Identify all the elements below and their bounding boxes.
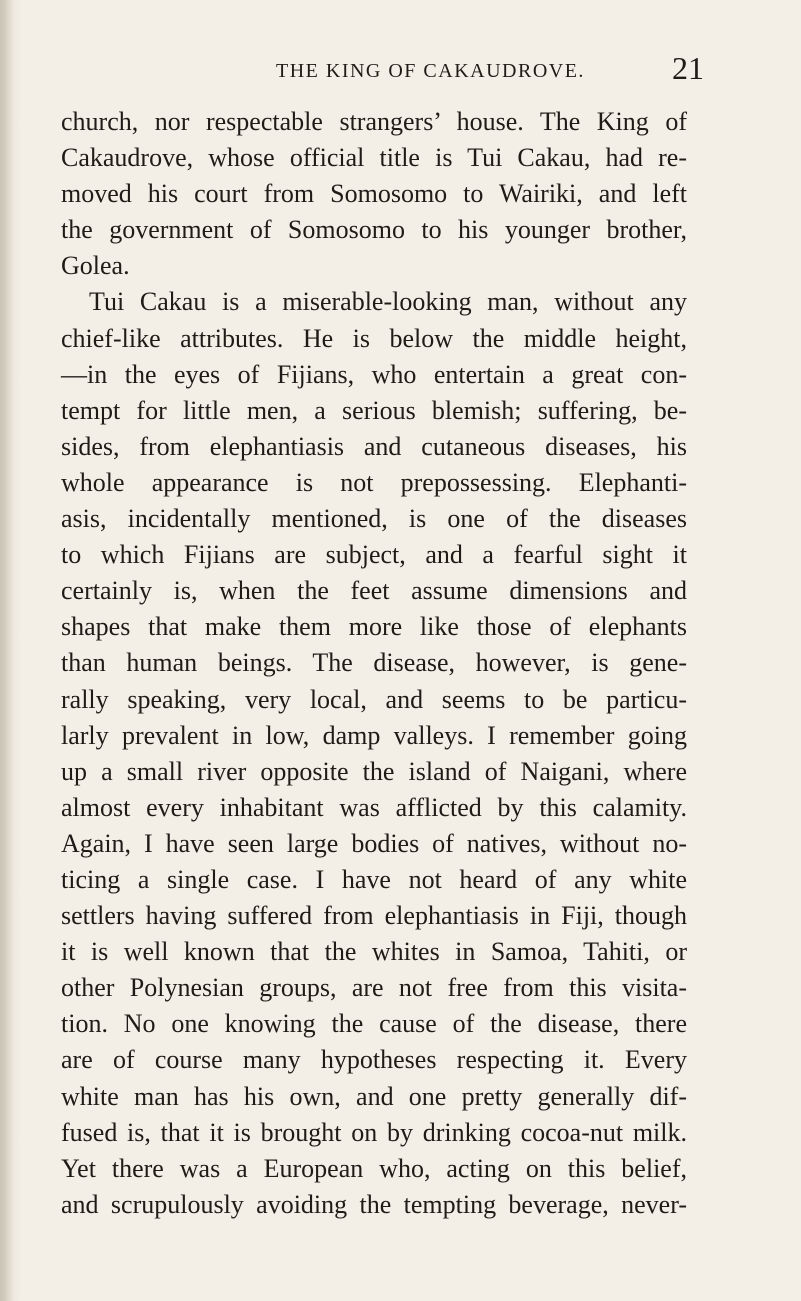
text-line: than human beings. The disease, however, is gene- bbox=[61, 648, 687, 678]
text-line: it is well known that the whites in Samoa, Tahiti, or bbox=[61, 937, 687, 967]
text-line: fused is, that it is brought on by drinking cocoa-nut milk. bbox=[61, 1117, 687, 1147]
text-line: shapes that make them more like those of elephants bbox=[61, 612, 687, 642]
text-line: sides, from elephantiasis and cutaneous diseases, his bbox=[61, 431, 687, 461]
text-line: larly prevalent in low, damp valleys. I remember going bbox=[61, 720, 687, 750]
text-line: up a small river opposite the island of Naigani, where bbox=[61, 756, 687, 786]
text-line: whole appearance is not prepossessing. Elephanti- bbox=[61, 467, 687, 497]
text-line: ticing a single case. I have not heard of any white bbox=[61, 864, 687, 894]
text-line: church, nor respectable strangers’ house. The King of bbox=[61, 107, 687, 136]
text-line: tempt for little men, a serious blemish; suffering, be- bbox=[61, 395, 687, 425]
text-line: are of course many hypotheses respecting it. Every bbox=[61, 1045, 687, 1075]
text-line: rally speaking, very local, and seems to be particu- bbox=[61, 684, 687, 714]
body-text bbox=[61, 104, 687, 1223]
text-line: Yet there was a European who, acting on this belief, bbox=[61, 1153, 687, 1183]
text-line: settlers having suffered from elephantiasis in Fiji, though bbox=[61, 901, 687, 931]
binding-gutter-shadow bbox=[0, 0, 14, 1301]
text-line: —in the eyes of Fijians, who entertain a great con- bbox=[61, 359, 687, 389]
text-line: chief-like attributes. He is below the middle height, bbox=[61, 323, 687, 353]
paragraph-end-line: Golea. bbox=[61, 251, 130, 281]
text-line: the government of Somosomo to his younger brother, bbox=[61, 215, 687, 245]
text-line: certainly is, when the feet assume dimensions and bbox=[61, 576, 687, 606]
text-line: asis, incidentally mentioned, is one of the diseases bbox=[61, 504, 687, 534]
text-line: moved his court from Somosomo to Wairiki, and left bbox=[61, 179, 687, 209]
text-line: other Polynesian groups, are not free from this visita- bbox=[61, 973, 687, 1003]
text-line: almost every inhabitant was afflicted by this calamity. bbox=[61, 792, 687, 822]
text-line: to which Fijians are subject, and a fearful sight it bbox=[61, 540, 687, 570]
text-line: Again, I have seen large bodies of natives, without no- bbox=[61, 828, 687, 858]
running-head-title: THE KING OF CAKAUDROVE. bbox=[276, 60, 585, 82]
running-head bbox=[0, 50, 801, 88]
text-line: Cakaudrove, whose official title is Tui Cakau, had re- bbox=[61, 143, 687, 173]
page-number: 21 bbox=[672, 50, 704, 86]
text-line: tion. No one knowing the cause of the disease, there bbox=[61, 1009, 687, 1039]
paragraph-start-line: Tui Cakau is a miserable-looking man, without any bbox=[89, 287, 687, 317]
text-line: and scrupulously avoiding the tempting beverage, never- bbox=[61, 1189, 687, 1219]
text-line: white man has his own, and one pretty generally dif- bbox=[61, 1081, 687, 1111]
